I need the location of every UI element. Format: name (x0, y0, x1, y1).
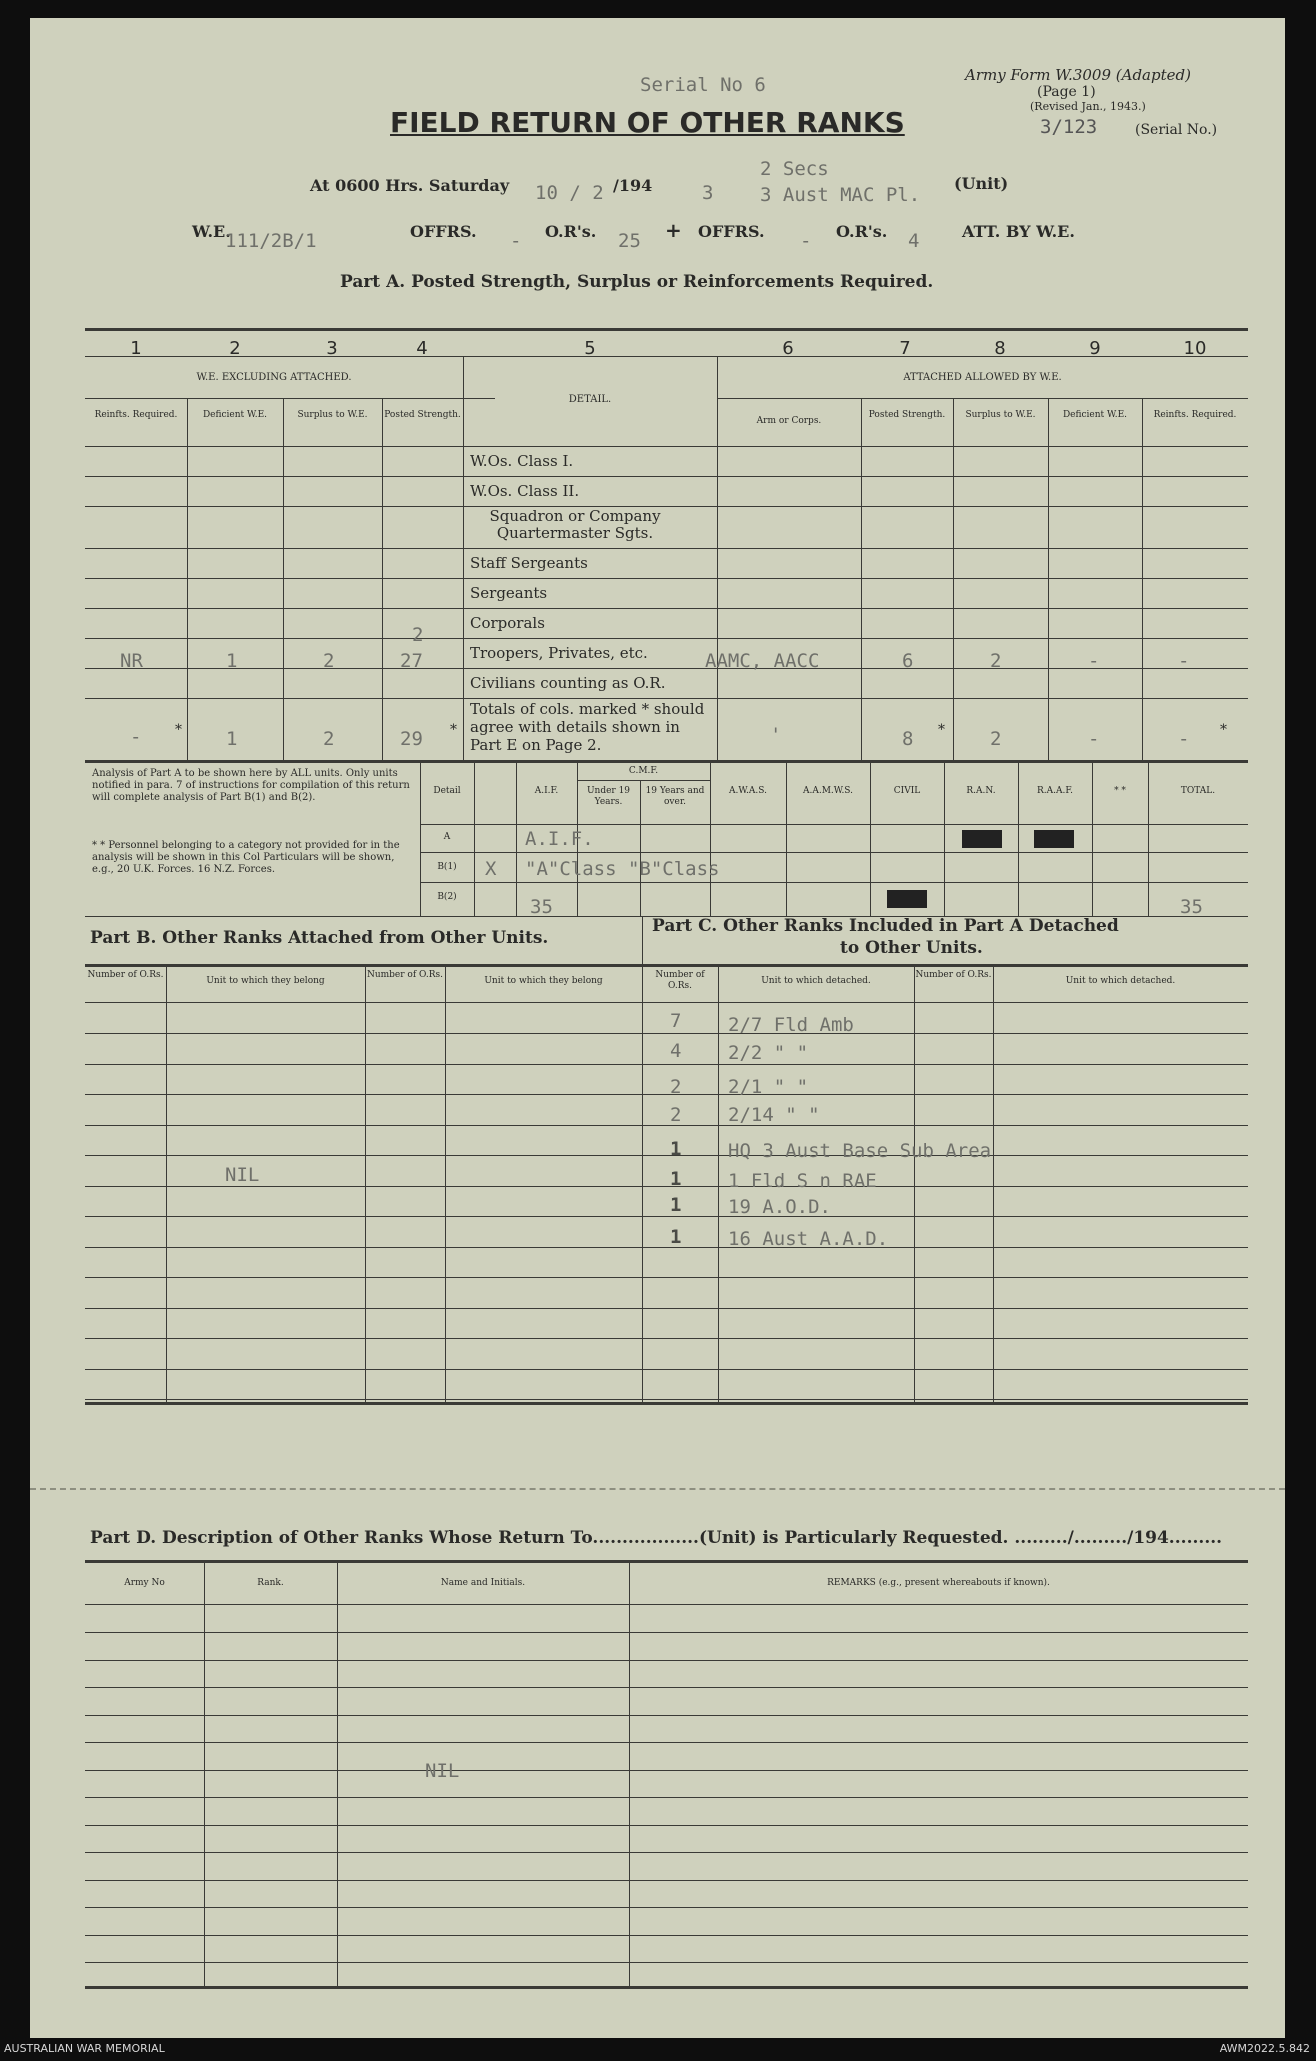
part-c-n-2: 4 (670, 1040, 682, 1062)
row-wo-class-1: W.Os. Class I. (470, 452, 574, 470)
analysis-note-2: * * Personnel belonging to a category not provided for in the analysis will be shown in this Col Particulars will be shown, e.g., 20 U.K. Forces. 16 N.Z. Forces. (92, 840, 400, 875)
ruled-line (85, 1216, 1248, 1217)
ruled-line (85, 1399, 1248, 1400)
typed-total-arm: ' (770, 724, 782, 746)
revised-date: (Revised Jan., 1943.) (1030, 100, 1146, 113)
typed-35-aif: 35 (530, 896, 553, 918)
ruled-line (85, 1770, 1248, 1771)
ruled-line (85, 1825, 1248, 1826)
row-totals: Totals of cols. marked * should agree with details shown in Part E on Page 2. (470, 700, 705, 754)
row-corporals: Corporals (470, 614, 545, 632)
col-num-2: 2 (229, 338, 241, 359)
ruled-line (85, 1715, 1248, 1716)
analysis-head-cmf: C.M.F. (628, 766, 659, 776)
ruled-line (85, 1935, 1248, 1936)
plus-sign: + (665, 218, 682, 242)
row-civilians: Civilians counting as O.R. (470, 674, 666, 692)
unit-label: (Unit) (954, 174, 1009, 193)
typed-year: 3 (702, 182, 714, 204)
typed-att-surplus: 2 (990, 650, 1002, 672)
analysis-head-civil: CIVIL (893, 786, 921, 796)
typed-reinfts: NR (120, 650, 143, 672)
ruled-line (85, 1632, 1248, 1633)
analysis-head-aamws: A.A.M.W.S. (802, 786, 854, 796)
analysis-head-raaf: R.A.A.F. (1036, 786, 1074, 796)
part-b-nil: NIL (225, 1164, 260, 1186)
part-a-title: Part A. Posted Strength, Surplus or Reinforcements Required. (340, 272, 934, 292)
typed-we: 111/2B/1 (225, 230, 317, 252)
typed-date: 10 / 2 (535, 182, 604, 204)
typed-corporals-posted: 2 (412, 624, 424, 646)
ruled-line (85, 1186, 1248, 1187)
typed-deficient: 1 (226, 650, 238, 672)
part-c-unit-1: 2/7 Fld Amb (728, 1014, 854, 1036)
part-b-head-4: Unit to which they belong (484, 976, 603, 986)
analysis-row-b1: B(1) (437, 862, 457, 872)
part-c-n-1: 7 (670, 1010, 682, 1032)
part-c-unit-6: 1 Fld S n RAE (728, 1170, 877, 1192)
we-group-header: W.E. EXCLUDING ATTACHED. (196, 372, 352, 383)
typed-ors2: 4 (908, 230, 920, 252)
part-d-nil: NIL (425, 1760, 460, 1782)
row-wo-class-2: W.Os. Class II. (470, 482, 580, 500)
part-c-head-3: Number of O.Rs. (915, 970, 992, 980)
ruled-line (85, 1880, 1248, 1881)
part-d-head-remarks: REMARKS (e.g., present whereabouts if known). (827, 1578, 1050, 1588)
typed-35-total: 35 (1180, 896, 1203, 918)
col-num-4: 4 (416, 338, 428, 359)
analysis-head-ran: R.A.N. (966, 786, 996, 796)
analysis-head-under19: Under 19 Years. (586, 786, 631, 807)
ruled-line (85, 1125, 1248, 1126)
part-d-head-name: Name and Initials. (440, 1578, 526, 1588)
part-b-head-1: Number of O.Rs. (87, 970, 164, 980)
ruled-line (85, 1369, 1248, 1370)
ruled-line (85, 1797, 1248, 1798)
ors-label: O.R's. (545, 222, 597, 241)
form-number: Army Form W.3009 (Adapted) (965, 66, 1191, 84)
page-indicator: (Page 1) (1037, 84, 1096, 100)
serial-label: (Serial No.) (1135, 122, 1218, 138)
sub-head-6: Arm or Corps. (756, 416, 822, 426)
ruled-line (85, 1155, 1248, 1156)
analysis-head-awas: A.W.A.S. (729, 786, 767, 796)
offrs2-label: OFFRS. (698, 222, 765, 241)
col-num-6: 6 (782, 338, 794, 359)
analysis-row-b2: B(2) (437, 892, 457, 902)
col-num-9: 9 (1089, 338, 1101, 359)
sub-head-4: Posted Strength. (384, 410, 461, 420)
star-10: * (1220, 722, 1227, 738)
row-cqms: Squadron or Company Quartermaster Sgts. (489, 507, 661, 542)
part-c-head-2: Unit to which detached. (761, 976, 871, 986)
part-c-head-4: Unit to which detached. (1065, 976, 1176, 986)
part-c-unit-3: 2/1 " " (728, 1076, 809, 1098)
footer-archive: AUSTRALIAN WAR MEMORIAL (4, 2042, 165, 2055)
typed-surplus: 2 (323, 650, 335, 672)
col-num-1: 1 (130, 338, 142, 359)
col-num-7: 7 (899, 338, 911, 359)
col-num-10: 10 (1183, 338, 1207, 359)
typed-posted: 27 (400, 650, 423, 672)
typed-att-deficient: - (1088, 650, 1100, 672)
analysis-note-1: Analysis of Part A to be shown here by ALL units. Only units notified in para. 7 of instructions for compilation of this return will complete analysis of Part B(1) and B(2). (92, 768, 410, 803)
part-c-title-1: Part C. Other Ranks Included in Part A Detached (652, 916, 1119, 936)
ruled-line (85, 1907, 1248, 1908)
we-label: W.E. (192, 222, 231, 241)
part-b-head-3: Number of O.Rs. (366, 970, 444, 980)
row-troopers: Troopers, Privates, etc. (470, 644, 648, 662)
analysis-head-total: TOTAL. (1180, 786, 1216, 796)
typed-att-reinfts: - (1178, 650, 1190, 672)
part-d-head-army-no: Army No (124, 1578, 165, 1588)
offrs-label: OFFRS. (410, 222, 477, 241)
part-c-n-4: 2 (670, 1104, 682, 1126)
part-c-n-6: 1 (670, 1168, 682, 1190)
typed-total-reinfts: - (130, 726, 142, 748)
sub-head-9: Deficient W.E. (1062, 410, 1128, 420)
part-c-unit-8: 16 Aust A.A.D. (728, 1228, 889, 1250)
ruled-line (85, 1742, 1248, 1743)
perforation-line (30, 1488, 1285, 1490)
part-c-n-8: 1 (670, 1226, 682, 1248)
part-c-n-7: 1 (670, 1194, 682, 1216)
analysis-head-other: * * (1114, 786, 1126, 796)
footer-accession: AWM2022.5.842 (1219, 2042, 1310, 2055)
typed-aif: A.I.F. (525, 828, 594, 850)
star-7: * (938, 722, 945, 738)
part-d-head-rank: Rank. (257, 1578, 284, 1588)
typed-total-att-posted: 8 (902, 728, 914, 750)
part-c-head-1: Number of O.Rs. (655, 970, 705, 991)
ruled-line (85, 1094, 1248, 1095)
att-group-header: ATTACHED ALLOWED BY W.E. (903, 372, 1062, 383)
ruled-line (85, 1962, 1248, 1963)
part-b-title: Part B. Other Ranks Attached from Other Units. (90, 928, 549, 948)
ruled-line (85, 1247, 1248, 1248)
at-label: At 0600 Hrs. Saturday (310, 176, 510, 195)
sub-head-3: Surplus to W.E. (297, 410, 368, 420)
analysis-head-detail: Detail (433, 786, 461, 796)
typed-class: "A"Class "B"Class (525, 858, 720, 880)
typed-offrs: - (510, 230, 522, 252)
typed-total-att-reinfts: - (1178, 728, 1190, 750)
row-sergeants: Sergeants (470, 584, 548, 602)
part-c-unit-2: 2/2 " " (728, 1042, 809, 1064)
civil-blackout (887, 890, 927, 908)
star-1: * (175, 722, 182, 738)
col-num-3: 3 (326, 338, 338, 359)
ors2-label: O.R's. (836, 222, 888, 241)
col-num-8: 8 (994, 338, 1006, 359)
part-b-head-2: Unit to which they belong (206, 976, 325, 986)
row-staff-sergeants: Staff Sergeants (470, 554, 588, 572)
col-num-5: 5 (584, 338, 596, 359)
ruled-line (85, 1064, 1248, 1065)
typed-total-posted: 29 (400, 728, 423, 750)
star-4: * (450, 722, 457, 738)
ruled-line (85, 1338, 1248, 1339)
analysis-head-aif: A.I.F. (534, 786, 559, 796)
detail-header: DETAIL. (568, 394, 612, 405)
att-label: ATT. BY W.E. (962, 222, 1075, 241)
ruled-line (85, 1852, 1248, 1853)
sub-head-10: Reinfts. Required. (1153, 410, 1237, 420)
ruled-line (85, 1687, 1248, 1688)
typed-unit-line1: 2 Secs (760, 158, 829, 180)
typed-total-surplus: 2 (323, 728, 335, 750)
ruled-line (85, 1033, 1248, 1034)
sub-head-8: Surplus to W.E. (965, 410, 1036, 420)
raaf-blackout (1034, 830, 1074, 848)
analysis-row-a: A (443, 832, 451, 842)
analysis-head-over19: 19 Years and over. (645, 786, 705, 807)
typed-unit-line2: 3 Aust MAC Pl. (760, 184, 921, 206)
ran-blackout (962, 830, 1002, 848)
serial-value: 3/123 (1040, 116, 1098, 138)
part-c-n-3: 2 (670, 1076, 682, 1098)
date-year: /194 (613, 176, 653, 195)
ruled-line (85, 1277, 1248, 1278)
ruled-line (85, 1660, 1248, 1661)
part-c-title-2: to Other Units. (840, 938, 983, 958)
sub-head-2: Deficient W.E. (202, 410, 268, 420)
typed-x: X (485, 858, 497, 880)
ruled-line (85, 1308, 1248, 1309)
typed-serial-no: Serial No 6 (640, 74, 766, 96)
part-c-unit-5: HQ 3 Aust Base Sub Area (728, 1140, 992, 1162)
typed-total-att-deficient: - (1088, 728, 1100, 750)
form-sheet (30, 18, 1285, 2038)
typed-ors: 25 (618, 230, 641, 252)
typed-att-posted: 6 (902, 650, 914, 672)
part-c-unit-4: 2/14 " " (728, 1104, 820, 1126)
part-c-n-5: 1 (670, 1138, 682, 1160)
part-c-unit-7: 19 A.O.D. (728, 1196, 831, 1218)
typed-total-deficient: 1 (226, 728, 238, 750)
typed-total-att-surplus: 2 (990, 728, 1002, 750)
typed-arm-corps: AAMC, AACC (705, 650, 820, 672)
part-d-title: Part D. Description of Other Ranks Whose Return To..................(Unit) is Particularly Requested. ........./........./194......... (90, 1528, 1223, 1548)
sub-head-1: Reinfts. Required. (94, 410, 178, 420)
sub-head-7: Posted Strength. (868, 410, 946, 420)
typed-offrs2: - (800, 230, 812, 252)
form-title: FIELD RETURN OF OTHER RANKS (390, 106, 905, 139)
